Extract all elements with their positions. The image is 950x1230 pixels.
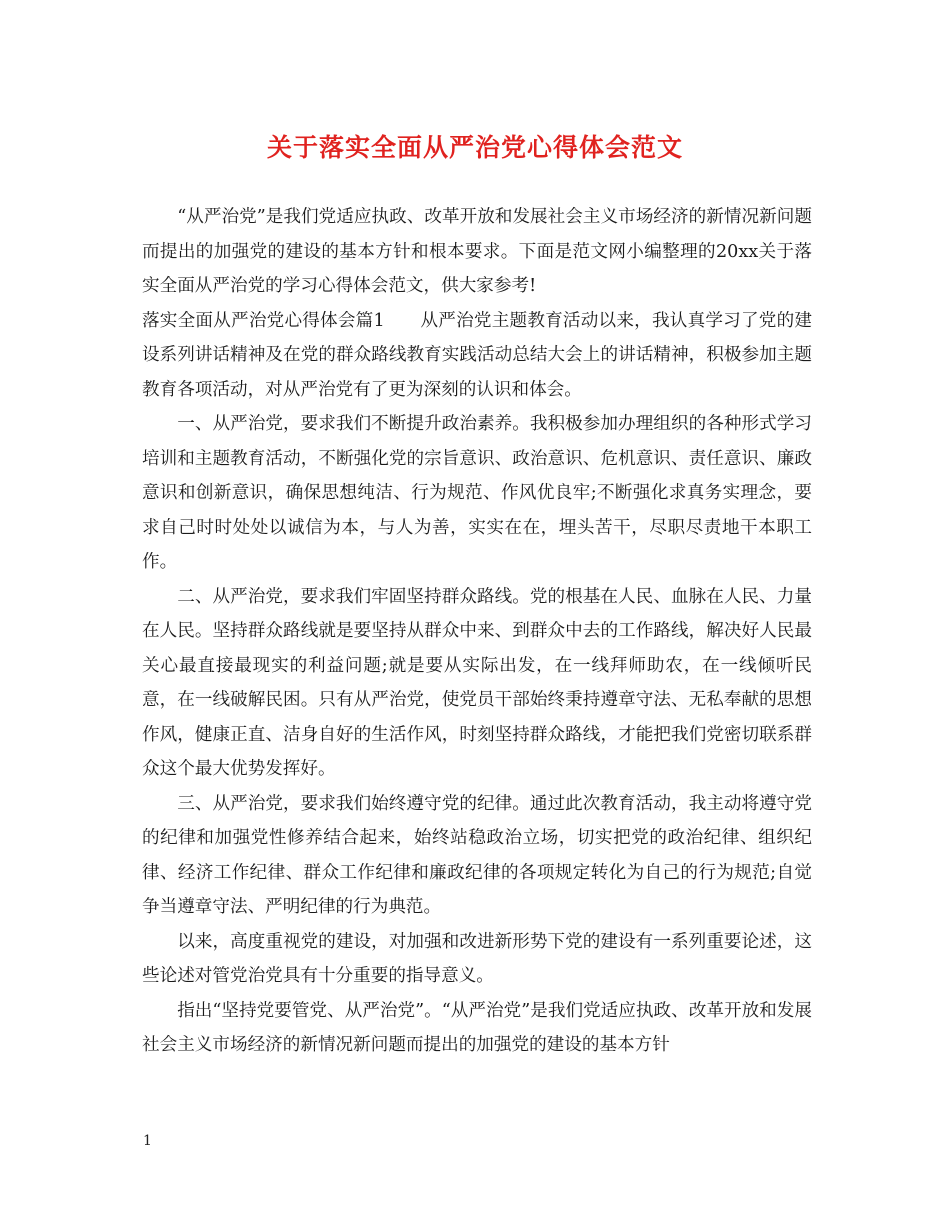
paragraph-point-2: 二、从严治党，要求我们牢固坚持群众路线。党的根基在人民、血脉在人民、力量在人民。坚持群众路线就是要坚持从群众中来、到群众中去的工作路线，解决好人民最关心最直接最现实的利益问题;就是要从实际出发，在一线拜师助农，在一线倾听民意，在一线破解民困。只有从严治党，使党员干部始终秉持遵章守法、无私奉献的思想作风，健康正直、洁身自好的生活作风，时刻坚持群众路线，才能把我们党密切联系群众这个最大优势发挥好。 [142,586,812,779]
page-number: 1 [143,1133,152,1149]
paragraph-point-1: 一、从严治党，要求我们不断提升政治素养。我积极参加办理组织的各种形式学习培训和主题教育活动，不断强化党的宗旨意识、政治意识、危机意识、责任意识、廉政意识和创新意识，确保思想纯洁、行为规范、作风优良牢;不断强化求真务实理念，要求自己时时处处以诚信为本，与人为善，实实在在，埋头苦干，尽职尽责地干本职工作。 [142,414,812,572]
paragraph-section-1: 落实全面从严治党心得体会篇1 从严治党主题教育活动以来，我认真学习了党的建设系列讲话精神及在党的群众路线教育实践活动总结大会上的讲话精神，积极参加主题教育各项活动，对从严治党有了更为深刻的认识和体会。 [142,310,812,400]
document-body [142,200,812,1063]
paragraph-intro: “从严治党”是我们党适应执政、改革开放和发展社会主义市场经济的新情况新问题而提出的加强党的建设的基本方针和根本要求。下面是范文网小编整理的20xx关于落实全面从严治党的学习心得体会范文，供大家参考! [142,207,812,296]
paragraph-party-building: 以来，高度重视党的建设，对加强和改进新形势下党的建设有一系列重要论述，这些论述对管党治党具有十分重要的指导意义。 [142,931,812,986]
paragraph-point-3: 三、从严治党，要求我们始终遵守党的纪律。通过此次教育活动，我主动将遵守党的纪律和加强党性修养结合起来，始终站稳政治立场，切实把党的政治纪律、组织纪律、经济工作纪律、群众工作纪律和廉政纪律的各项规定转化为自己的行为规范;自觉争当遵章守法、严明纪律的行为典范。 [142,793,812,917]
document-title: 关于落实全面从严治党心得体会范文 [266,133,683,162]
paragraph-strict-governance: 指出“坚持党要管党、从严治党”。“从严治党”是我们党适应执政、改革开放和发展社会主义市场经济的新情况新问题而提出的加强党的建设的基本方针 [142,1000,812,1055]
